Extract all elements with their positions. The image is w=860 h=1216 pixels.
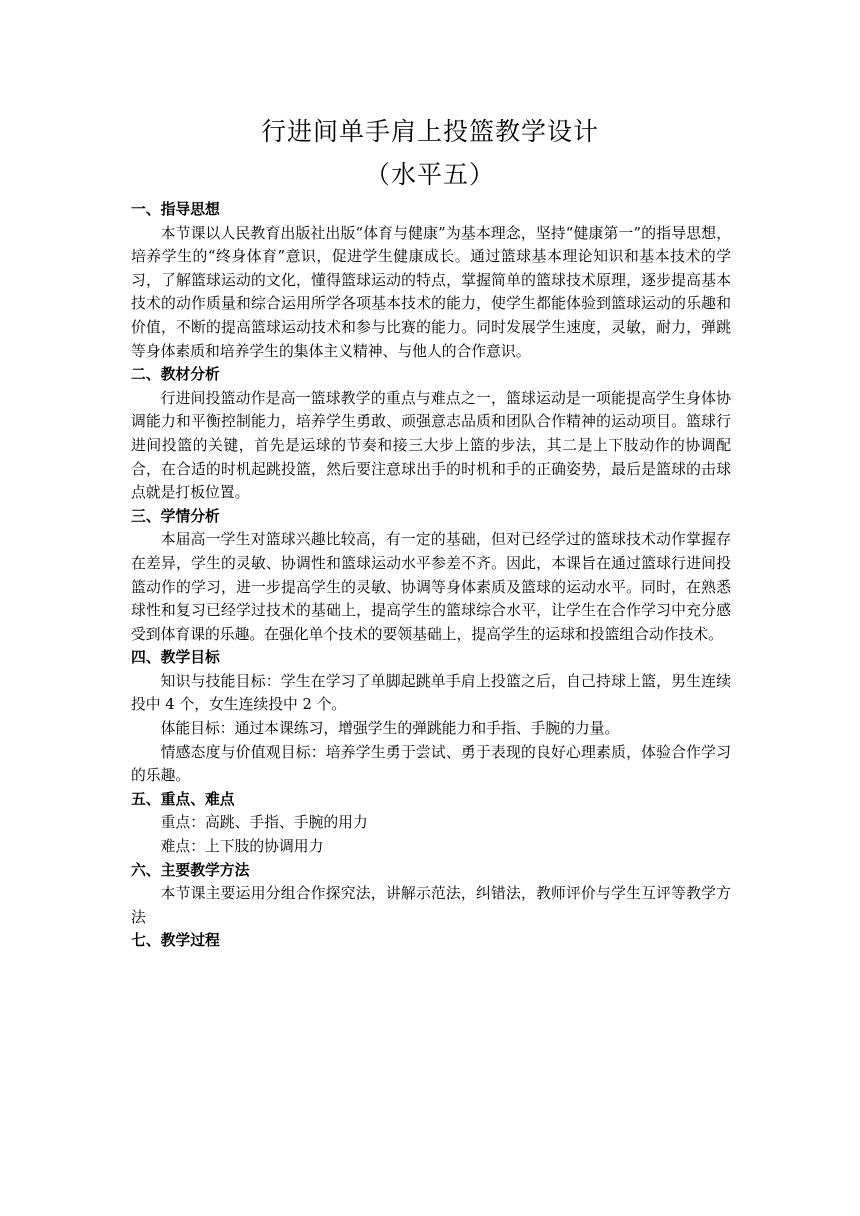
section-paragraph: 本节课主要运用分组合作探究法，讲解示范法，纠错法，教师评价与学生互评等教学方法 xyxy=(131,885,731,926)
section-heading: 三、学情分析 xyxy=(131,507,220,525)
section-paragraph: 本届高一学生对篮球兴趣比较高，有一定的基础，但对已经学过的篮球技术动作掌握存在差异，学生的灵敏、协调性和篮球运动水平参差不齐。因此，本课旨在通过篮球行进间投篮动作的学习，进一步提高学生的灵敏、协调等身体素质及篮球的运动水平。同时，在熟悉球性和复习已经学过技术的基础上，提高学生的篮球综合水平，让学生在合作学习中充分感受到体育课的乐趣。在强化单个技术的要领基础上，提高学生的运球和投篮组合动作技术。 xyxy=(131,531,731,643)
document-body xyxy=(131,198,731,953)
section-paragraph: 本节课以人民教育出版社出版“体育与健康”为基本理念，坚持“健康第一”的指导思想，培养学生的“终身体育”意识，促进学生健康成长。通过篮球基本理论知识和基本技术的学习，了解篮球运动的文化，懂得篮球运动的特点，掌握简单的篮球技术原理，逐步提高基本技术的动作质量和综合运用所学各项基本技术的能力，使学生都能体验到篮球运动的乐趣和价值，不断的提高篮球运动技术和参与比赛的能力。同时发展学生速度，灵敏，耐力，弹跳等身体素质和培养学生的集体主义精神、与他人的合作意识。 xyxy=(131,224,731,360)
section-paragraph: 行进间投篮动作是高一篮球教学的重点与难点之一，篮球运动是一项能提高学生身体协调能力和平衡控制能力，培养学生勇敢、顽强意志品质和团队合作精神的运动项目。篮球行进间投篮的关键，首先是运球的节奏和接三大步上篮的步法，其二是上下肢动作的协调配合，在合适的时机起跳投篮，然后要注意球出手的时机和手的正确姿势，最后是篮球的击球点就是打板位置。 xyxy=(131,389,731,502)
section-student-analysis xyxy=(131,505,731,647)
section-heading: 七、教学过程 xyxy=(131,932,220,950)
section-key-difficult-points xyxy=(131,788,731,859)
document-subtitle: （水平五） xyxy=(364,160,495,189)
objective-fitness: 体能目标：通过本课练习，增强学生的弹跳能力和手指、手腕的力量。 xyxy=(160,720,620,738)
objective-attitude: 情感态度与价值观目标：培养学生勇于尝试、勇于表现的良好心理素质，体验合作学习的乐趣。 xyxy=(131,743,731,785)
section-guiding-ideology xyxy=(131,198,731,363)
section-material-analysis xyxy=(131,363,731,505)
section-heading: 一、指导思想 xyxy=(131,201,220,218)
difficult-point: 难点：上下肢的协调用力 xyxy=(160,838,324,856)
key-point: 重点：高跳、手指、手腕的用力 xyxy=(160,814,368,832)
objective-skills: 知识与技能目标：学生在学习了单脚起跳单手肩上投篮之后，自己持球上篮，男生连续投中 4 个，女生连续投中 2 个。 xyxy=(131,672,731,714)
section-heading: 五、重点、难点 xyxy=(131,790,235,808)
section-teaching-process xyxy=(131,929,731,953)
section-teaching-methods xyxy=(131,859,731,930)
document-title: 行进间单手肩上投篮教学设计 xyxy=(260,117,599,146)
section-heading: 二、教材分析 xyxy=(131,366,220,384)
section-heading: 四、教学目标 xyxy=(131,649,220,667)
section-heading: 六、主要教学方法 xyxy=(131,861,250,879)
section-teaching-objectives xyxy=(131,646,731,788)
